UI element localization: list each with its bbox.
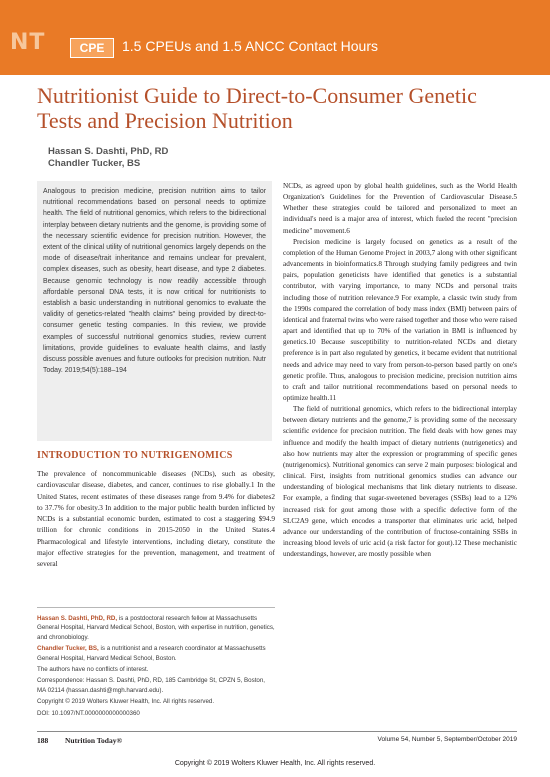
author-name: Chandler Tucker, BS (48, 158, 141, 169)
paragraph: The prevalence of noncommunicable diseases (NCDs), such as obesity, cardiovascular disease, diabetes, and cancer, continues to rise globally.1 In the United States, recent estimates of these diseases range from 9.4% for diabetes2 to 37.7% for obesity.3 In addition to the major public health burden inflicted by NCDs is a substantial economic burden, estimated to cost a staggering $94.9 trillion for chronic conditions in 2015-2050 in the United States.4 Pharmacological and lifestyle interventions, including dietary, constitute the major effective strategies for the prevention, management, and treatment of several (37, 469, 275, 569)
affiliation-name: Hassan S. Dashti, PhD, RD, (37, 615, 118, 622)
paragraph: Precision medicine is largely focused on genetics as a result of the completion of the Human Genome Project in 2003,7 along with other significant advancements in bioinformatics.8 Through studying family pedigrees and twin pairs, population geneticists have identified that genetics is a substantial contributor, with varying importance, to many NCDs and personal traits including those of nutrition relevance.9 For example, a classic twin study from the 1990s compared the correlation of body mass index (BMI) between pairs of identical and fraternal twins who were raised together and those who were raised apart and identified that up to 70% of the variation in BMI is influenced by genetics.10 Because susceptibility to nutrition-related NCDs and dietary preference is in part also regulated by genetics, it became evident that nutritional needs and advice may need to vary from person-to-person based partly on one's genetic profile. Thus, analogous to precision medicine, precision nutrition aims to craft and tailor nutritional recommendations based on personal needs to optimize health.11 (283, 237, 517, 402)
author-list (48, 146, 168, 170)
affiliation-text: is a postdoctoral research fellow at Massachusetts General Hospital, Harvard Medical School, Boston, with expertise in nutrition, genetics, and chronobiology. (37, 615, 275, 641)
journal-name: Nutrition Today® (65, 736, 123, 745)
cpe-badge (70, 38, 114, 58)
copyright-line: Copyright © 2019 Wolters Kluwer Health, Inc. All rights reserved. (37, 698, 215, 706)
affiliation-text: is a nutritionist and a research coordinator at Massachusetts General Hospital, Harvard Medical School, Boston. (37, 645, 266, 662)
issue-info: Volume 54, Number 5, September/October 2019 (377, 736, 517, 743)
author-affiliations (37, 607, 275, 720)
abstract-box: Analogous to precision medicine, precision nutrition aims to tailor nutritional recommendations based on personal needs to optimize health. The field of nutritional genomics, which refers to the bidirectional interplay between dietary nutrients and the genome, is providing some of the necessary scientific evidence for precision nutrition. However, the extent of the clinical utility of nutritional genomics largely depends on the mode of disease/trait inheritance and remains unclear for prevalent, complex diseases, such as obesity, heart disease, and type 2 diabetes. Because genomic technology is now readily accessible through affordable personal DNA tests, it is now critical for nutritionists to establish a basic understanding in nutritional genomics to evaluate the validity of genetics-related "health claims" being provided by direct-to-consumer genetic testing companies. In this review, we provide examples of successful nutritional genomics studies, review current limitations, provide guidelines to evaluate health claims, and lastly discuss possible avenues and future outlooks for precision nutrition. Nutr Today. 2019;54(5):188–194 (37, 181, 272, 441)
correspondence: Correspondence: Hassan S. Dashti, PhD, RD, 185 Cambridge St, CPZN 5, Boston, MA 02114 (hassan.dashti@mgh.harvard.edu). (37, 677, 266, 694)
journal-logo: NT (10, 30, 46, 55)
author-name: Hassan S. Dashti, PhD, RD (48, 146, 169, 157)
cpe-banner (0, 0, 550, 75)
affiliation-name: Chandler Tucker, BS, (37, 645, 99, 653)
paragraph: NCDs, as agreed upon by global health guidelines, such as the World Health Organization's Guidelines for the Prevention of Cardiovascular Disease.5 Whether these strategies could be tailored and personalized to meet an individual's need is a major area of interest, which fueled the recent "precision medicine" movement.6 (283, 182, 517, 235)
body-text-left (37, 468, 275, 570)
affiliation-dashti (37, 614, 275, 642)
page-copyright: Copyright © 2019 Wolters Kluwer Health, Inc. All rights reserved. (174, 760, 376, 767)
doi: DOI: 10.1097/NT.0000000000000360 (37, 709, 140, 717)
cpe-badge-label: CPE (79, 41, 105, 55)
section-heading: INTRODUCTION TO NUTRIGENOMICS (37, 450, 233, 461)
page-footer (37, 731, 517, 748)
page-number: 188 (37, 736, 49, 745)
article-title: Nutritionist Guide to Direct-to-Consumer Genetic Tests and Precision Nutrition (37, 83, 477, 133)
affiliation-tucker (37, 644, 275, 663)
conflict-statement: The authors have no conflicts of interest. (37, 666, 149, 674)
paragraph: The field of nutritional genomics, which refers to the bidirectional interplay between dietary nutrients and the genome,7 is providing some of the necessary scientific evidence for precision nutrition. The field deals with how genes may influence and modify the health impact of dietary nutrients (nutrigenetics) and also how nutrients may alter the expression or programming of specific genes (nutrigenomics). Nutritional genomics can serve 2 main purposes: biological and clinical. First, insights from nutritional genomics studies can advance our understanding of biological mechanisms that link dietary nutrients to disease. For example, a finding that sugar-sweetened beverages (SSBs) lead to a 12% increased risk for gout among those with a specific defective form of the SLC2A9 gene, which encodes a transporter that eliminates uric acid, helped advance our understanding of the contribution of fructose-containing SSBs in increasing blood levels of uric acid (a risk factor for gout).12 These mechanistic understandings, however, are mostly possible when (283, 405, 517, 559)
cpe-tagline: 1.5 CPEUs and 1.5 ANCC Contact Hours (122, 38, 379, 54)
body-text-right (283, 181, 517, 560)
